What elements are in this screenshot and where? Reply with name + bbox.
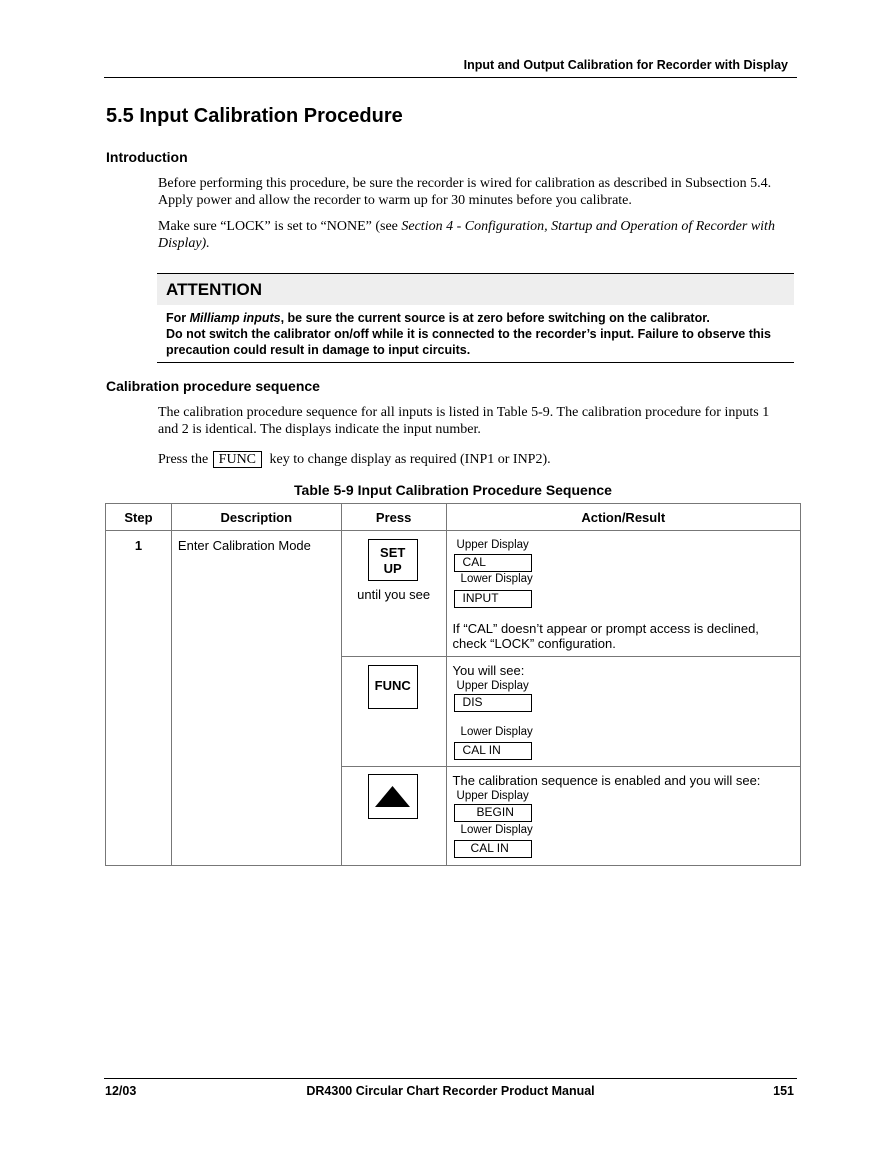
- step-number: 1: [106, 531, 172, 866]
- header-press: Press: [341, 504, 446, 531]
- setup-key: [368, 539, 418, 581]
- press-prefix: Press the: [158, 452, 209, 467]
- lower-display-label: Lower Display: [460, 726, 533, 738]
- running-header: Input and Output Calibration for Recorder with Display: [463, 58, 788, 72]
- action-cell: [446, 767, 800, 866]
- page-number: 151: [773, 1084, 794, 1098]
- lower-display-label: Lower Display: [460, 824, 533, 836]
- lower-display-value: INPUT: [454, 590, 532, 608]
- press-func-instruction: [158, 451, 790, 468]
- lower-display-label: Lower Display: [460, 573, 533, 585]
- press-suffix: key to change display as required (INP1 or INP2).: [266, 452, 551, 467]
- lower-display-value: CAL IN: [454, 840, 532, 858]
- press-cell: [341, 657, 446, 767]
- attention-box: [157, 273, 794, 363]
- setup-key-line-1: SET: [380, 545, 406, 560]
- action-cell: [446, 657, 800, 767]
- table-row: [106, 531, 801, 657]
- attention-line-1-suffix: , be sure the current source is at zero before switching on the calibrator.: [280, 311, 710, 325]
- sequence-heading: Calibration procedure sequence: [106, 378, 320, 394]
- section-4-reference: Section 4 - Configuration, Startup and Operation of Recorder with Display).: [158, 219, 775, 251]
- press-cell: [341, 767, 446, 866]
- func-key: FUNC: [368, 665, 418, 709]
- sequence-enabled-text: The calibration sequence is enabled and you will see:: [452, 773, 761, 788]
- press-cell: [341, 531, 446, 657]
- func-key-inline: FUNC: [213, 451, 262, 468]
- step-description: Enter Calibration Mode: [171, 531, 341, 866]
- section-title: 5.5 Input Calibration Procedure: [106, 105, 403, 127]
- upper-display-value: CAL: [454, 554, 532, 572]
- upper-display-label: Upper Display: [456, 539, 529, 551]
- footer-title: DR4300 Circular Chart Recorder Product Manual: [306, 1084, 595, 1098]
- key-note: until you see: [357, 587, 431, 602]
- introduction-paragraph-1: Before performing this procedure, be sure the recorder is wired for calibration as described in Subsection 5.4. Apply power and allow the recorder to warm up for 30 minutes before you calibrate.: [158, 176, 772, 208]
- header-description: Description: [171, 504, 341, 531]
- introduction-paragraph-2: [158, 218, 790, 252]
- sequence-paragraph: The calibration procedure sequence for all inputs is listed in Table 5-9. The calibration procedure for inputs 1 and 2 is identical. The displays indicate the input number.: [158, 405, 770, 437]
- upper-display-value: BEGIN: [454, 804, 532, 822]
- introduction-paragraph-2-text: Make sure “LOCK” is set to “NONE” (see: [158, 219, 402, 234]
- table-header-row: [106, 504, 801, 531]
- action-cell: [446, 531, 800, 657]
- header-action-result: Action/Result: [446, 504, 800, 531]
- up-arrow-key: [368, 774, 418, 819]
- attention-title: ATTENTION: [166, 280, 263, 299]
- attention-line-1-prefix: For: [166, 311, 190, 325]
- cal-note: If “CAL” doesn’t appear or prompt access is declined, check “LOCK” configuration.: [452, 621, 759, 651]
- setup-key-line-2: UP: [383, 561, 402, 576]
- upper-display-label: Upper Display: [456, 790, 529, 802]
- up-arrow-icon: [369, 775, 416, 817]
- footer-rule: [104, 1078, 797, 1079]
- you-will-see-text: You will see:: [452, 663, 525, 678]
- milliamp-inputs-term: Milliamp inputs: [189, 311, 281, 325]
- table-title: Table 5-9 Input Calibration Procedure Sequence: [294, 482, 612, 498]
- calibration-table: [105, 503, 801, 866]
- attention-line-2: Do not switch the calibrator on/off while it is connected to the recorder’s input. Failure to observe this precaution could result in damage to input circuits.: [166, 327, 771, 357]
- header-step: Step: [106, 504, 172, 531]
- attention-line-1: [166, 310, 791, 326]
- lower-display-value: CAL IN: [454, 742, 532, 760]
- introduction-heading: Introduction: [106, 149, 188, 165]
- upper-display-label: Upper Display: [456, 680, 529, 692]
- header-rule: [104, 77, 797, 78]
- attention-text: [166, 310, 791, 358]
- upper-display-value: DIS: [454, 694, 532, 712]
- footer-date: 12/03: [105, 1084, 137, 1098]
